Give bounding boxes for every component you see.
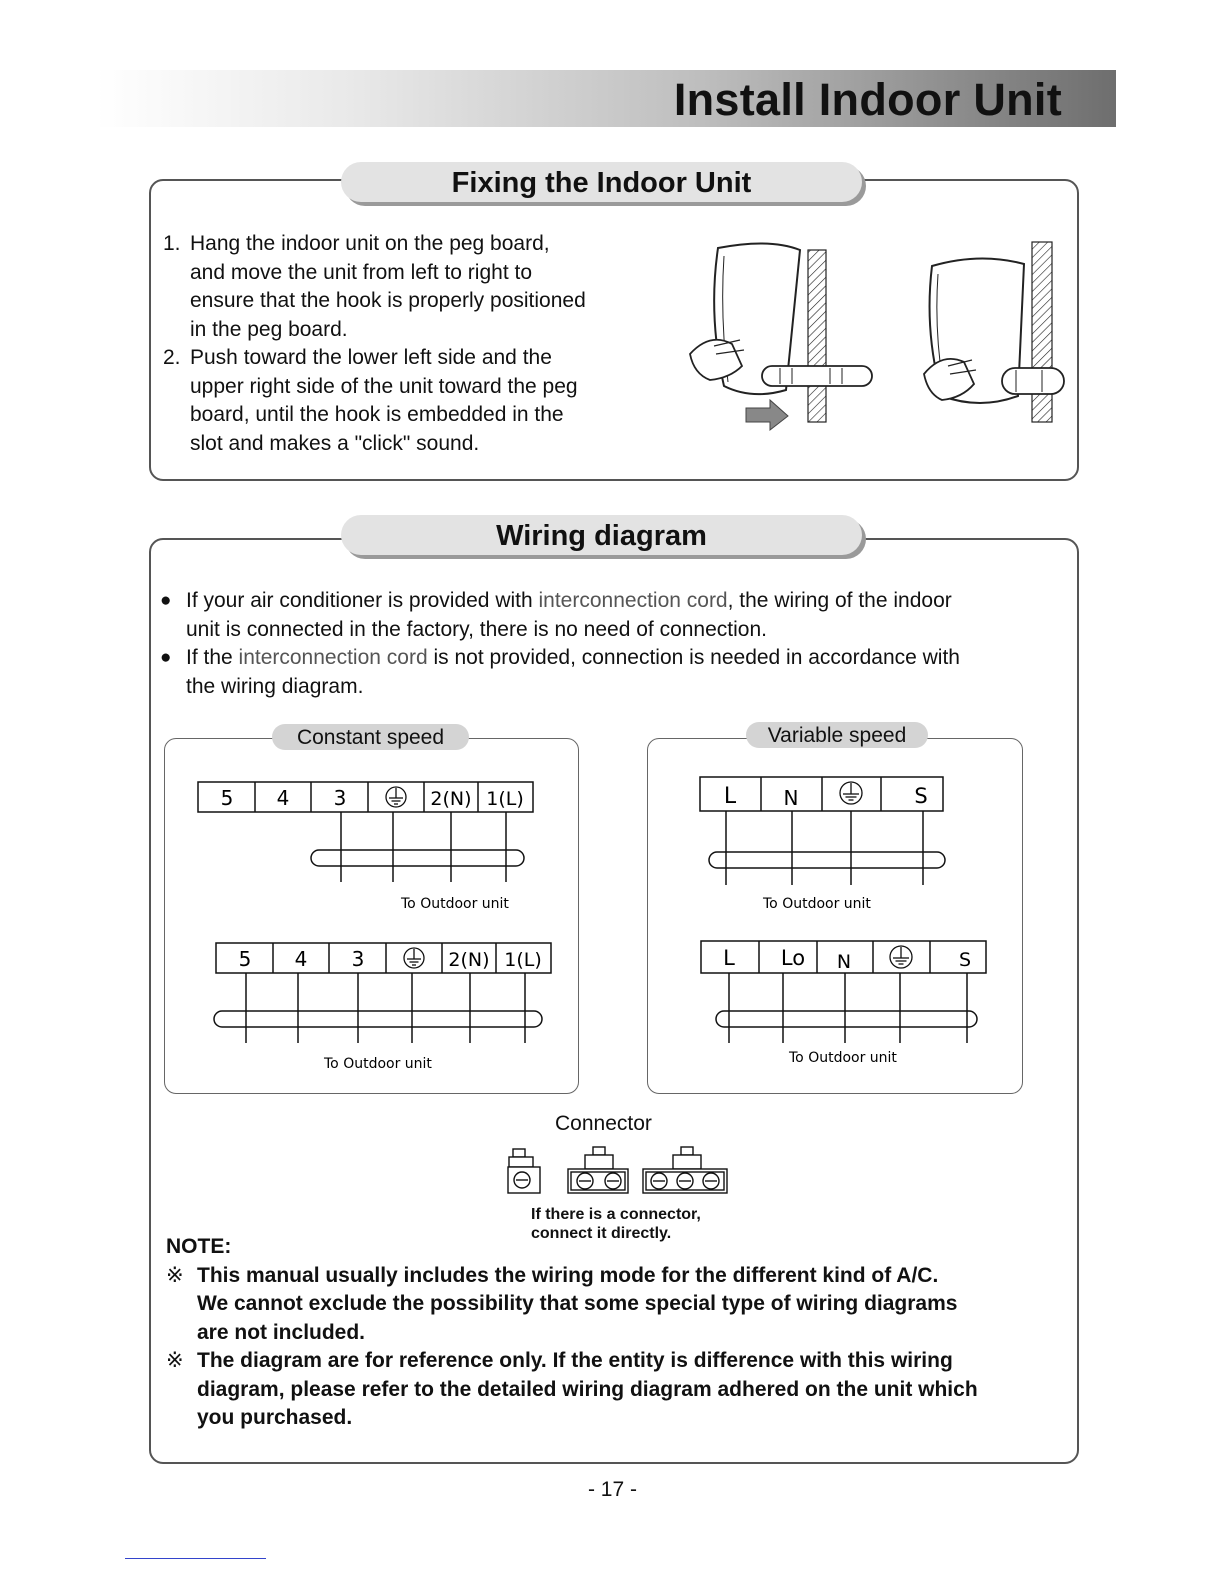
page-number: - 17 - bbox=[587, 1478, 637, 1501]
cord-bottom bbox=[716, 973, 977, 1043]
fixing-title: Fixing the Indoor Unit bbox=[341, 162, 862, 202]
step-line: board, until the hook is embedded in the bbox=[190, 403, 564, 426]
to-outdoor-label: To Outdoor unit bbox=[763, 896, 871, 912]
step-number: 1. bbox=[163, 232, 181, 255]
terminal-label: L bbox=[723, 946, 735, 970]
indoor-unit-left bbox=[690, 243, 872, 430]
screw-terminal-icon bbox=[643, 1147, 727, 1193]
connector-note-line: connect it directly. bbox=[531, 1225, 672, 1242]
bullet-item bbox=[160, 644, 1060, 701]
interconnection-cord-text: interconnection cord bbox=[238, 646, 428, 669]
constant-speed-diagram bbox=[164, 770, 577, 1080]
bullet-text: is not provided, connection is needed in accordance with bbox=[427, 646, 960, 669]
connector-label: Connector bbox=[555, 1112, 652, 1135]
step-line: and move the unit from left to right to bbox=[190, 260, 533, 284]
terminal-label: 1(L) bbox=[504, 949, 542, 971]
bullet-dot-icon: ● bbox=[160, 590, 172, 611]
step-line: slot and makes a "click" sound. bbox=[190, 431, 480, 455]
install-illustration bbox=[680, 236, 1070, 436]
bullet-dot-icon: ● bbox=[160, 647, 172, 668]
bullet-text: If the bbox=[186, 646, 239, 669]
connector-illustration bbox=[505, 1145, 730, 1197]
wiring-bullets bbox=[160, 587, 1060, 701]
terminal-block-top bbox=[198, 782, 533, 812]
footer-divider bbox=[125, 1558, 266, 1559]
note-section bbox=[166, 1233, 1066, 1433]
bullet-text: , the wiring of the indoor bbox=[727, 589, 952, 612]
screw-terminal-icon bbox=[508, 1149, 540, 1193]
note-item-2 bbox=[166, 1347, 1066, 1433]
reference-mark-icon: ※ bbox=[166, 1263, 184, 1287]
terminal-label: S bbox=[914, 784, 928, 808]
step-line: upper right side of the unit toward the peg bbox=[190, 374, 578, 398]
terminal-label: N bbox=[836, 951, 852, 973]
terminal-label: 4 bbox=[294, 947, 308, 971]
terminal-label: 1(L) bbox=[486, 788, 524, 810]
note-line: This manual usually includes the wiring mode for the different kind of A/C. bbox=[197, 1263, 939, 1287]
terminal-label: 3 bbox=[351, 947, 365, 971]
cord-bottom bbox=[214, 973, 542, 1043]
header-band bbox=[96, 70, 1116, 127]
note-line: diagram, please refer to the detailed wiring diagram adhered on the unit which bbox=[197, 1377, 978, 1401]
terminal-block-bottom bbox=[216, 943, 551, 973]
step-number: 2. bbox=[163, 346, 181, 369]
terminal-label: 2(N) bbox=[430, 788, 472, 810]
terminal-label: N bbox=[783, 786, 799, 810]
bullet-text: the wiring diagram. bbox=[186, 674, 364, 698]
constant-speed-title: Constant speed bbox=[272, 724, 469, 750]
cord-top bbox=[709, 811, 945, 885]
terminal-block-top bbox=[700, 777, 943, 811]
to-outdoor-label: To Outdoor unit bbox=[401, 896, 509, 912]
bullet-text: If your air conditioner is provided with bbox=[186, 589, 539, 612]
variable-speed-title: Variable speed bbox=[746, 722, 928, 748]
terminal-label: 5 bbox=[220, 786, 234, 810]
step-line: Hang the indoor unit on the peg board, bbox=[190, 232, 550, 255]
arrow-right-icon bbox=[746, 400, 788, 430]
step-1 bbox=[163, 230, 663, 344]
terminal-label: 3 bbox=[333, 786, 347, 810]
bullet-text: unit is connected in the factory, there is no need of connection. bbox=[186, 617, 767, 641]
connector-note-line: If there is a connector, bbox=[531, 1206, 701, 1223]
note-line: are not included. bbox=[197, 1320, 366, 1344]
terminal-label: S bbox=[958, 949, 972, 971]
fixing-steps bbox=[163, 230, 663, 458]
variable-speed-diagram bbox=[647, 765, 1021, 1075]
wiring-title: Wiring diagram bbox=[341, 515, 862, 555]
terminal-label: Lo bbox=[780, 946, 806, 970]
indoor-unit-right bbox=[924, 242, 1064, 422]
reference-mark-icon: ※ bbox=[166, 1349, 184, 1372]
to-outdoor-label: To Outdoor unit bbox=[324, 1056, 432, 1072]
cord-top bbox=[311, 812, 524, 882]
terminal-label: 2(N) bbox=[448, 949, 490, 971]
terminal-label: 5 bbox=[238, 947, 252, 971]
terminal-label: L bbox=[723, 784, 737, 809]
to-outdoor-label: To Outdoor unit bbox=[789, 1050, 897, 1066]
terminal-label: 4 bbox=[276, 786, 290, 810]
interconnection-cord-text: interconnection cord bbox=[538, 589, 728, 612]
note-line: you purchased. bbox=[197, 1406, 353, 1429]
bullet-item bbox=[160, 587, 1060, 644]
note-line: We cannot exclude the possibility that some special type of wiring diagrams bbox=[197, 1292, 958, 1315]
page-title: Install Indoor Unit bbox=[673, 74, 1062, 125]
note-line: The diagram are for reference only. If the entity is difference with this wiring bbox=[197, 1349, 953, 1372]
step-line: ensure that the hook is properly positioned bbox=[190, 289, 586, 312]
step-line: Push toward the lower left side and the bbox=[190, 346, 552, 369]
note-label: NOTE: bbox=[166, 1235, 232, 1258]
note-item-1 bbox=[166, 1262, 1066, 1348]
screw-terminal-icon bbox=[568, 1147, 628, 1193]
step-line: in the peg board. bbox=[190, 317, 348, 341]
step-2 bbox=[163, 344, 663, 458]
